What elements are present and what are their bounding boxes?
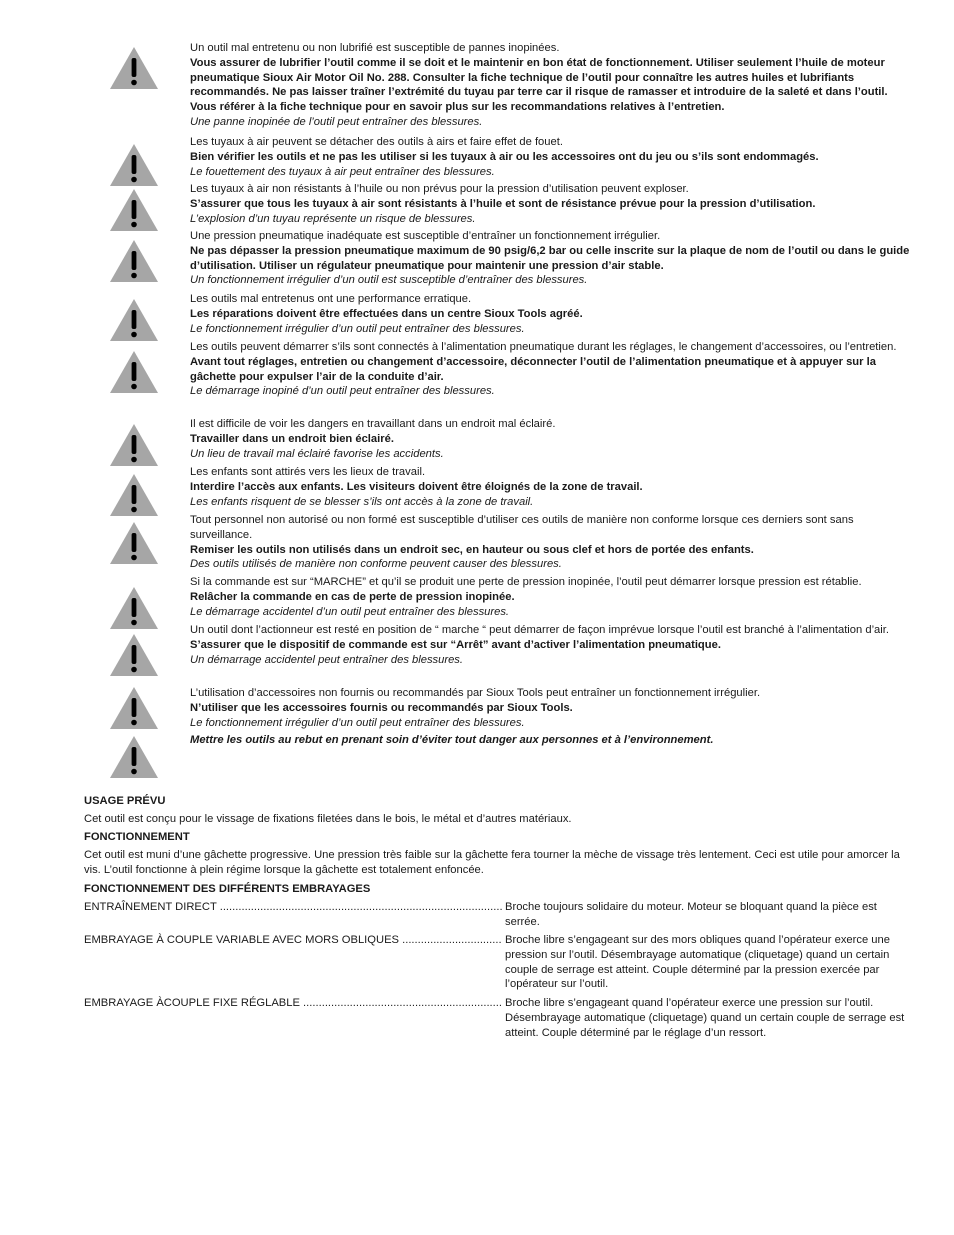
warning-triangle-icon — [109, 239, 159, 283]
warning-consequence: Une panne inopinée de l’outil peut entraîner des blessures. — [190, 115, 483, 128]
warning-block — [190, 229, 910, 288]
warning-cause: Les enfants sont attirés vers les lieux de travail. — [190, 466, 426, 478]
warning-instruction: S’assurer que le dispositif de commande est sur “Arrêt” avant d’activer l’alimentation pneumatique. — [190, 638, 721, 651]
warning-consequence: Des outils utilisés de manière non conforme peuvent causer des blessures. — [190, 558, 562, 571]
usage-heading: USAGE PRÉVU — [84, 795, 166, 807]
warning-consequence: Les enfants risquent de se blesser s’ils ont accès à la zone de travail. — [190, 495, 534, 508]
usage-text: Cet outil est conçu pour le vissage de fixations filetées dans le bois, le métal et d’autres matériaux. — [84, 813, 572, 825]
warning-block — [190, 340, 910, 399]
warning-consequence: Un fonctionnement irrégulier d’un outil est susceptible d’entraîner des blessures. — [190, 274, 588, 287]
warning-triangle-icon — [109, 350, 159, 394]
warning-cause: Les outils mal entretenus ont une performance erratique. — [190, 293, 472, 305]
warning-block — [190, 135, 910, 179]
warning-block — [190, 182, 910, 226]
warning-consequence: L’explosion d’un tuyau représente un risque de blessures. — [190, 212, 476, 225]
clutch-name: EMBRAYAGE ÀCOUPLE FIXE RÉGLABLE ..... — [84, 996, 502, 1011]
clutch-description: Broche libre s’engageant quand l’opérateur exerce une pression sur l’outil. Désembrayage automatique (cliquetage) quand un certain couple de serrage est atteint. Couple déterminé par le réglage d’un ressort. — [505, 997, 905, 1039]
warning-instruction: Remiser les outils non utilisés dans un endroit sec, en hauteur ou sous clef et hors de portée des enfants. — [190, 543, 754, 556]
warning-consequence: Le fonctionnement irrégulier d’un outil peut entraîner des blessures. — [190, 322, 525, 335]
warning-instruction: Les réparations doivent être effectuées dans un centre Sioux Tools agréé. — [190, 307, 583, 320]
warning-instruction: Travailler dans un endroit bien éclairé. — [190, 432, 394, 445]
clutch-description: Broche libre s’engageant sur des mors obliques quand l’opérateur exerce une pression sur l’outil. Désembrayage automatique (cliquetage) quand un certain couple de serrage est atteint. Couple déterminé par la pression exercée par l’opérateur sur l’outil. — [505, 934, 890, 991]
warning-block — [190, 417, 910, 461]
warning-triangle-icon — [109, 46, 159, 90]
warning-triangle-icon — [109, 188, 159, 232]
warning-cause: Il est difficile de voir les dangers en travaillant dans un endroit mal éclairé. — [190, 418, 556, 430]
warning-block — [190, 465, 910, 509]
warning-block — [190, 41, 910, 130]
warning-block — [190, 686, 910, 730]
warning-instruction: N’utiliser que les accessoires fournis ou recommandés par Sioux Tools. — [190, 701, 573, 714]
warning-consequence: Le démarrage inopiné d’un outil peut entraîner des blessures. — [190, 385, 495, 398]
warning-cause: Les tuyaux à air peuvent se détacher des outils à airs et faire effet de fouet. — [190, 136, 563, 148]
warning-triangle-icon — [109, 735, 159, 779]
clutch-name: EMBRAYAGE À COUPLE VARIABLE AVEC MORS OBLIQUES ..... — [84, 933, 502, 948]
warning-instruction: Vous assurer de lubrifier l’outil comme il se doit et le maintenir en bon état de fonctionnement. Utiliser seulement l’huile de moteur pneumatique Sioux Air Motor Oil No. 288. Consulter la fiche technique de l’outil pour connaître les autres huiles et lubrifiants recommandés. Ne pas laisser traîner l’extrémité du tuyau par terre car il risque de ramasser et introduire de la saleté et dans l’outil. Vous référer à la fiche technique pour en savoir plus sur les recommandations relatives à l’entretien. — [190, 56, 888, 114]
warning-cause: L’utilisation d’accessoires non fournis ou recommandés par Sioux Tools peut entraîner un fonctionnement irrégulier. — [190, 687, 761, 699]
clutches-heading: FONCTIONNEMENT DES DIFFÉRENTS EMBRAYAGES — [84, 883, 371, 895]
warning-triangle-icon — [109, 586, 159, 630]
warning-instruction: S’assurer que tous les tuyaux à air sont résistants à l’huile et sont de résistance prévue pour la pression d’utilisation. — [190, 197, 816, 210]
warning-triangle-icon — [109, 633, 159, 677]
warning-cause: Une pression pneumatique inadéquate est susceptible d’entraîner un fonctionnement irrégulier. — [190, 230, 661, 242]
warning-cause: Les tuyaux à air non résistants à l’huile ou non prévus pour la pression d’utilisation peuvent exploser. — [190, 183, 689, 195]
warning-triangle-icon — [109, 521, 159, 565]
warning-block — [190, 575, 910, 619]
warning-block — [190, 292, 910, 336]
warning-block-disposal — [190, 733, 910, 748]
warning-block — [190, 623, 910, 667]
warning-consequence: Le fonctionnement irrégulier d’un outil peut entraîner des blessures. — [190, 716, 525, 729]
warning-triangle-icon — [109, 686, 159, 730]
disposal-warning: Mettre les outils au rebut en prenant soin d’éviter tout danger aux personnes et à l’environnement. — [190, 734, 714, 746]
warning-consequence: Le démarrage accidentel d’un outil peut entraîner des blessures. — [190, 605, 510, 618]
operation-heading: FONCTIONNEMENT — [84, 831, 190, 843]
warning-cause: Un outil mal entretenu ou non lubrifié est susceptible de pannes inopinées. — [190, 42, 560, 54]
warning-triangle-icon — [109, 473, 159, 517]
warning-cause: Tout personnel non autorisé ou non formé est susceptible d’utiliser ces outils de manière non conforme lorsque ces derniers sont sans surveillance. — [190, 514, 854, 541]
warning-consequence: Un lieu de travail mal éclairé favorise les accidents. — [190, 447, 444, 460]
warning-triangle-icon — [109, 143, 159, 187]
warning-cause: Un outil dont l’actionneur est resté en position de “ marche “ peut démarrer de façon imprévue lorsque l’outil est branché à l’alimentation d’air. — [190, 624, 889, 636]
warning-consequence: Un démarrage accidentel peut entraîner des blessures. — [190, 653, 464, 666]
warning-instruction: Avant tout réglages, entretien ou changement d’accessoire, déconnecter l’outil de l’alimentation pneumatique et à appuyer sur la gâchette pour expulser l’air de la conduite d’air. — [190, 355, 876, 383]
clutch-name: ENTRAÎNEMENT DIRECT ..... — [84, 900, 502, 915]
warning-instruction: Interdire l’accès aux enfants. Les visiteurs doivent être éloignés de la zone de travail. — [190, 480, 643, 493]
warning-instruction: Relâcher la commande en cas de perte de pression inopinée. — [190, 590, 515, 603]
warning-consequence: Le fouettement des tuyaux à air peut entraîner des blessures. — [190, 165, 495, 178]
warning-triangle-icon — [109, 423, 159, 467]
warning-instruction: Ne pas dépasser la pression pneumatique maximum de 90 psig/6,2 bar ou celle inscrite sur la plaque de nom de l’outil ou dans le guide d’utilisation. Utiliser un régulateur pneumatique pour maintenir une pression d’air stable. — [190, 244, 910, 272]
clutch-description: Broche toujours solidaire du moteur. Moteur se bloquant quand la pièce est serrée. — [505, 901, 877, 928]
warning-cause: Si la commande est sur “MARCHE” et qu’il se produit une perte de pression inopinée, l’outil peut démarrer lorsque pression est rétablie. — [190, 576, 862, 588]
warning-instruction: Bien vérifier les outils et ne pas les utiliser si les tuyaux à air ou les accessoires ont du jeu ou s’ils sont endommagés. — [190, 150, 819, 163]
warning-cause: Les outils peuvent démarrer s’ils sont connectés à l’alimentation pneumatique durant les réglages, le changement d’accessoires, ou l’entretien. — [190, 341, 897, 353]
warning-triangle-icon — [109, 298, 159, 342]
operation-text: Cet outil est muni d’une gâchette progressive. Une pression très faible sur la gâchette fera tourner la mèche de vissage très lentement. Ceci est utile pour amorcer la vis. L’outil fonctionne à plein régime lorsque la gâchette est totalement enfoncée. — [84, 849, 900, 876]
warning-block — [190, 513, 910, 572]
